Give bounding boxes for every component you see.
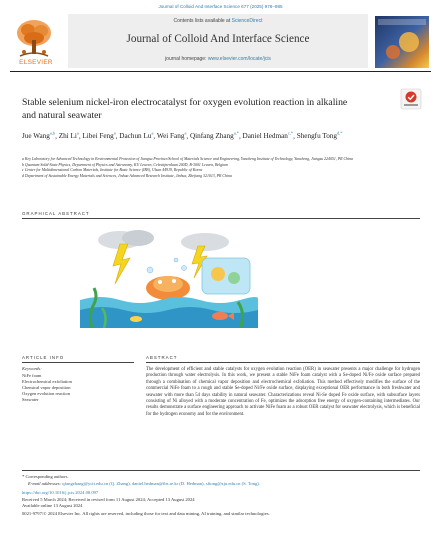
affiliation: c Center for Multidimensional Carbon Materials, Institute for Basic Science (IBS), Ulsan 44919, Republic of Korea [22,168,203,173]
abstract-heading: ABSTRACT [146,355,178,360]
email-addresses [28,481,420,486]
graphical-abstract-heading: GRAPHICAL ABSTRACT [22,211,90,216]
affiliations [22,157,422,179]
divider [22,362,134,363]
divider [146,362,420,363]
copyright-notice: 0021-9797/© 2024 Elsevier Inc. All rights are reserved, including those for text and data mining, AI training, and similar technologies. [22,511,270,516]
keyword: Oxygen evolution reaction [22,391,70,397]
keyword: Chemical vapor deposition [22,385,71,391]
affiliation: a Key Laboratory for Advanced Technology in Environmental Protection of Jiangsu Province/School of Materials Science and Engineering, Yancheng Institute of Technology, Yancheng, Jiangsu 224051, PR China [22,157,353,161]
author[interactable]: Dachun Lu$^a$ [119,131,154,141]
received-dates: Received 5 March 2024; Received in revised form 11 August 2024; Accepted 13 August 2024 [22,497,195,502]
keyword-list [22,373,134,403]
journal-cover-image[interactable] [375,16,429,68]
author[interactable]: Zhi Li$^a$ [58,131,79,141]
abstract-text: The development of efficient and stable catalysts for oxygen evolution reaction (OER) in seawater presents a major challenge for hydrogen production through water electrolysis. In this work, we present a stable NiFe foam catalyst with a Se-doped Ni/Fe oxide surface prepared through a combination of chemical vapor deposition and electrochemical exfoliation. This method effectively modifies the surface of the commercial NiFe foam to a rough and stable Se-doped Ni/Fe oxide surface, displaying exceptional OER performance in both freshwater and seawater with more than 54 days stability in natural seawater. Characterizations reveal Ni-Se doped Fe oxide surface, with subsurface layers consisting of Ni alloyed with a moderate concentration of Fe, optimizes the adsorption free energy of oxygen-containing intermediates. Our results demonstrate a surface engineering approach to activate NiFe foam as a robust OER catalyst for seawater electrolysis, which is beneficial for the hydrogen economy and for the environment. [146,367,420,417]
available-online-date: Available online 13 August 2024 [22,503,83,508]
author[interactable]: Daniel Hedman$^{c,*}$ [242,131,294,141]
author[interactable]: Libei Feng$^a$ [82,131,116,141]
article-title: Stable selenium nickel-iron electrocatalyst for oxygen evolution reaction in alkaline and natural seawater [22,97,348,121]
author-list: Jue Wang$^{a,b}$, Zhi Li$^a$, Libei Feng$^a$, Dachun Lu$^a$, Wei Fang$^a$, Qinfang Zhang$^{a,*}$, Daniel Hedman$^{c,*}$, Shengfu Tong$^{d,*}$ [22,131,343,141]
footnote-divider [22,470,420,471]
contents-prefix: Contents lists available at [173,18,231,24]
affiliation: b Quantum Solid-State Physics, Department of Physics and Astronomy, KU Leuven, Celestijnenlaan 200D, B-3001 Leuven, Belgium [22,162,228,167]
homepage-line [68,56,368,62]
check-for-updates-icon[interactable] [400,88,422,110]
keyword: Seawater [22,397,39,403]
graphical-abstract-image[interactable] [80,226,258,328]
author[interactable]: Shengfu Tong$^{d,*}$ [296,131,343,141]
affiliation: d Department of Sustainable Energy Materials and Sciences, Jinhua Advanced Research Institute, Jinhua, Zhejiang 321013, PR China [22,173,232,178]
corresponding-authors-note: * Corresponding authors. [22,474,69,479]
journal-reference[interactable]: Journal of Colloid And Interface Science 677 (2025) 976–985 [158,4,283,9]
article-info-heading: ARTICLE INFO [22,355,65,360]
author[interactable]: Wei Fang$^a$ [156,131,187,141]
email-links[interactable]: qfangzhang@ycit.edu.cn (Q. Zhang), daniel.hedman@ibs.re.kr (D. Hedman), sftong@zju.edu.cn (S. Tong). [62,481,260,486]
keyword: NiFe foam [22,373,42,378]
author[interactable]: Qinfang Zhang$^{a,*}$ [189,131,239,141]
journal-title: Journal of Colloid And Interface Science [126,33,310,45]
journal-header [10,14,431,72]
journal-homepage-link[interactable]: www.elsevier.com/locate/jcis [207,56,271,62]
elsevier-tree-logo [12,16,56,60]
divider [22,218,420,219]
keyword: Electrochemical exfoliation [22,379,72,385]
author[interactable]: Jue Wang$^{a,b}$ [22,131,56,141]
journal-banner [68,14,368,68]
keywords-title: Keywords: [22,366,42,371]
email-label: E-mail addresses: [28,481,62,486]
publisher-name: ELSEVIER [19,59,53,66]
contents-line [68,18,368,24]
doi-link[interactable]: https://doi.org/10.1016/j.jcis.2024.08.097 [22,490,99,495]
homepage-prefix: journal homepage: [165,56,207,62]
sciencedirect-link[interactable]: ScienceDirect [231,18,263,24]
